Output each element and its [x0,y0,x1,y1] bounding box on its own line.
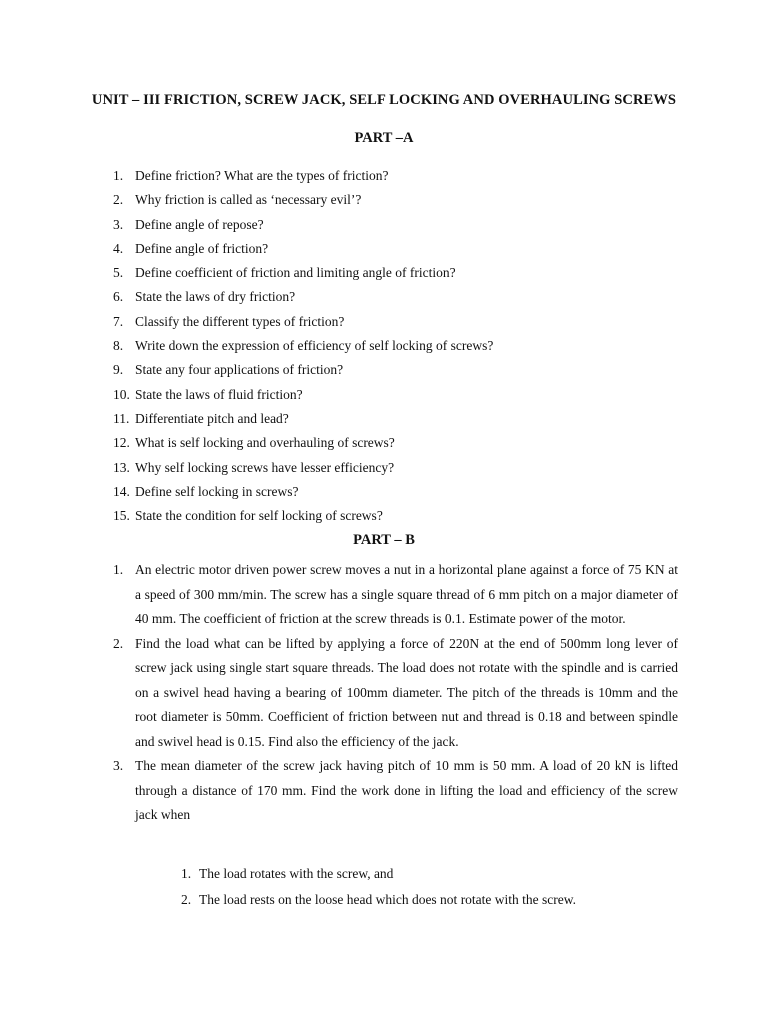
question-text: State the laws of dry friction? [135,289,296,305]
question-text: Define friction? What are the types of friction? [135,168,389,183]
question-number: 2. [113,192,124,208]
question-number: 8. [113,338,124,354]
list-item [0,360,768,384]
question-text: What is self locking and overhauling of screws? [135,435,395,451]
question-number: 6. [113,289,124,305]
question-text: Define self locking in screws? [135,483,299,499]
part-b-question-list [0,558,768,828]
list-item [0,458,768,482]
question-number: 10. [113,386,130,402]
question-text: State the laws of fluid friction? [135,386,303,402]
question-text: Define angle of friction? [135,240,269,256]
question-number: 14. [113,483,130,499]
list-item [0,190,768,214]
question-text: Differentiate pitch and lead? [135,410,289,426]
part-a-question-list [0,166,768,530]
question-text: Write down the expression of efficiency of self locking of screws? [135,338,494,354]
question-number: 13. [113,459,130,475]
question-text: Find the load what can be lifted by applying a force of 220N at the end of 500mm long lever of screw jack using single start square threads. The load does not rotate with the spindle and is carried on a swivel head having a bearing of 100mm diameter. The pitch of the threads is 10mm and the root diameter is 50mm. Coefficient of friction between nut and thread is 0.18 and between spindle and swivel head is 0.15. Find also the efficiency of the jack. [135,635,678,749]
list-item [0,263,768,287]
list-item [0,312,768,336]
part-b-heading: PART – B [353,532,415,548]
question-number: 3. [113,758,124,773]
question-number: 3. [113,216,124,232]
sub-item-number: 1. [181,866,192,881]
question-number: 7. [113,313,124,329]
list-item [0,239,768,263]
question-number: 4. [113,240,124,256]
list-item [0,864,768,890]
question-text: State any four applications of friction? [135,362,344,378]
list-item [0,385,768,409]
question-text: Define coefficient of friction and limiting angle of friction? [135,265,456,281]
list-item [0,754,768,828]
question-number: 1. [113,562,124,577]
list-item [0,215,768,239]
list-item [0,409,768,433]
question-number: 2. [113,635,124,651]
list-item [0,506,768,530]
sub-item-text: The load rotates with the screw, and [199,866,394,881]
question-text: The mean diameter of the screw jack having pitch of 10 mm is 50 mm. A load of 20 kN is lifted through a distance of 170 mm. Find the work done in lifting the load and efficiency of the screw jack when [135,758,678,822]
list-item [0,433,768,457]
part-a-heading: PART –A [354,130,414,146]
list-item [0,558,768,632]
list-item [0,287,768,311]
question-text: Classify the different types of friction? [135,313,345,329]
question-number: 11. [113,410,130,426]
question-text: An electric motor driven power screw moves a nut in a horizontal plane against a force of 75 KN at a speed of 300 mm/min. The screw has a single square thread of 6 mm pitch on a major diameter of 40 mm. The coefficient of friction at the screw threads is 0.1. Estimate power of the motor. [135,562,678,626]
question-number: 15. [113,508,130,524]
question-3-sub-list [0,864,768,916]
unit-title: UNIT – III FRICTION, SCREW JACK, SELF LOCKING AND OVERHAULING SCREWS [91,92,677,108]
question-number: 9. [113,362,124,378]
question-text: Why self locking screws have lesser efficiency? [135,459,395,475]
list-item [0,336,768,360]
question-text: Why friction is called as ‘necessary evil’? [135,192,362,208]
sub-item-number: 2. [181,892,192,907]
list-item [0,482,768,506]
list-item [0,890,768,916]
sub-item-text: The load rests on the loose head which does not rotate with the screw. [199,892,577,907]
question-number: 5. [113,265,124,281]
question-text: Define angle of repose? [135,216,264,232]
question-number: 1. [113,168,124,183]
question-text: State the condition for self locking of screws? [135,508,383,524]
question-number: 12. [113,435,130,451]
list-item [0,166,768,190]
list-item [0,632,768,755]
